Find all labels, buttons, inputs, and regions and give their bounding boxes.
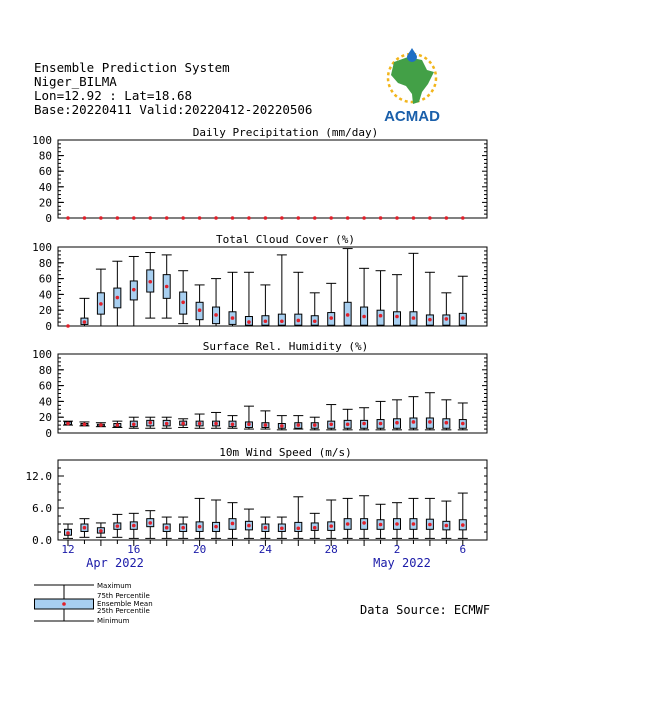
y-tick-label: 0 <box>45 320 52 333</box>
mean-marker <box>428 420 432 424</box>
mean-marker <box>428 318 432 322</box>
mean-marker <box>346 522 350 526</box>
mean-marker <box>412 216 416 220</box>
header-line-1: Ensemble Prediction System <box>34 60 230 75</box>
mean-marker <box>264 319 268 323</box>
mean-marker <box>214 313 218 317</box>
mean-marker <box>379 523 383 527</box>
mean-marker <box>66 422 70 426</box>
mean-marker <box>412 316 416 320</box>
mean-marker <box>395 315 399 319</box>
mean-marker <box>83 526 87 530</box>
panel-frame-wind-speed <box>58 460 487 540</box>
mean-marker <box>247 423 251 427</box>
header-line-4: Base:20220411 Valid:20220412-20220506 <box>34 102 313 117</box>
legend-ensemble-mean: Ensemble Mean <box>97 600 153 608</box>
mean-marker <box>247 320 251 324</box>
mean-marker <box>395 421 399 425</box>
panel-title-wind-speed: 10m Wind Speed (m/s) <box>219 446 352 459</box>
mean-marker <box>247 216 251 220</box>
header-line-2: Niger_BILMA <box>34 74 117 89</box>
mean-marker <box>148 521 152 525</box>
mean-marker <box>264 216 268 220</box>
mean-marker <box>362 422 366 426</box>
mean-marker <box>132 288 136 292</box>
mean-marker <box>231 522 235 526</box>
mean-marker <box>379 422 383 426</box>
mean-marker <box>379 216 383 220</box>
mean-marker <box>198 308 202 312</box>
month-label-may: May 2022 <box>373 556 431 570</box>
mean-marker <box>297 423 301 427</box>
mean-marker <box>297 526 301 530</box>
mean-marker <box>165 216 169 220</box>
mean-marker <box>280 424 284 428</box>
legend-25th-percentile: 25th Percentile <box>97 607 150 615</box>
mean-marker <box>313 216 317 220</box>
mean-marker <box>297 216 301 220</box>
mean-marker <box>198 216 202 220</box>
y-tick-label: 0 <box>45 427 52 440</box>
mean-marker <box>66 324 70 328</box>
y-tick-label: 80 <box>38 149 52 163</box>
mean-marker <box>132 216 136 220</box>
y-tick-label: 100 <box>32 348 52 361</box>
mean-marker <box>329 524 333 528</box>
legend-75th-percentile: 75th Percentile <box>97 592 150 600</box>
mean-marker <box>395 216 399 220</box>
mean-marker <box>329 216 333 220</box>
mean-marker <box>66 531 70 535</box>
mean-marker <box>116 216 120 220</box>
legend-mean-marker <box>62 602 66 606</box>
y-tick-label: 80 <box>38 256 52 270</box>
mean-marker <box>148 280 152 284</box>
mean-marker <box>362 521 366 525</box>
y-tick-label: 60 <box>38 379 52 393</box>
mean-marker <box>329 316 333 320</box>
y-tick-label: 60 <box>38 272 52 286</box>
x-tick-label: 6 <box>459 543 467 556</box>
mean-marker <box>66 216 70 220</box>
x-tick-label: 12 <box>61 543 75 556</box>
x-tick-label: 2 <box>393 543 401 556</box>
mean-marker <box>428 523 432 527</box>
mean-marker <box>428 216 432 220</box>
mean-marker <box>297 319 301 323</box>
legend-graphic <box>34 582 94 624</box>
mean-marker <box>148 421 152 425</box>
mean-marker <box>362 315 366 319</box>
mean-marker <box>461 216 465 220</box>
panel-title-rel-humidity: Surface Rel. Humidity (%) <box>202 340 369 353</box>
mean-marker <box>445 317 449 321</box>
y-tick-label: 20 <box>38 196 52 210</box>
y-tick-label: 60 <box>38 165 52 179</box>
mean-marker <box>280 526 284 530</box>
mean-marker <box>313 319 317 323</box>
mean-marker <box>99 302 103 306</box>
mean-marker <box>445 524 449 528</box>
y-tick-label: 40 <box>38 395 52 409</box>
mean-marker <box>379 314 383 318</box>
y-tick-label: 6.0 <box>32 502 52 515</box>
mean-marker <box>165 285 169 289</box>
mean-marker <box>83 216 87 220</box>
y-tick-label: 40 <box>38 288 52 302</box>
y-tick-label: 0 <box>45 212 52 225</box>
mean-marker <box>231 316 235 320</box>
mean-marker <box>445 216 449 220</box>
month-label-april: Apr 2022 <box>86 556 144 570</box>
mean-marker <box>181 526 185 530</box>
mean-marker <box>362 216 366 220</box>
x-tick-label: 24 <box>258 543 273 556</box>
mean-marker <box>395 522 399 526</box>
mean-marker <box>181 216 185 220</box>
mean-marker <box>165 422 169 426</box>
mean-marker <box>132 423 136 427</box>
mean-marker <box>264 526 268 530</box>
mean-marker <box>214 525 218 529</box>
mean-marker <box>181 422 185 426</box>
mean-marker <box>83 320 87 324</box>
mean-marker <box>280 216 284 220</box>
x-tick-label: 16 <box>127 543 141 556</box>
x-tick-label: 28 <box>324 543 338 556</box>
legend-minimum: Minimum <box>97 617 130 625</box>
mean-marker <box>99 216 103 220</box>
y-tick-label: 100 <box>32 241 52 254</box>
mean-marker <box>264 423 268 427</box>
y-tick-label: 0.0 <box>32 534 52 547</box>
mean-marker <box>99 529 103 533</box>
mean-marker <box>329 423 333 427</box>
panel-frame-precipitation <box>58 140 487 218</box>
mean-marker <box>280 319 284 323</box>
iqr-box <box>394 312 401 325</box>
y-tick-label: 20 <box>38 411 52 425</box>
panel-frame-cloud-cover <box>58 247 487 326</box>
mean-marker <box>99 423 103 427</box>
mean-marker <box>412 522 416 526</box>
mean-marker <box>313 423 317 427</box>
mean-marker <box>231 423 235 427</box>
mean-marker <box>198 525 202 529</box>
mean-marker <box>116 423 120 427</box>
y-tick-label: 80 <box>38 363 52 377</box>
mean-marker <box>83 423 87 427</box>
legend-maximum: Maximum <box>97 582 132 590</box>
y-tick-label: 100 <box>32 134 52 147</box>
mean-marker <box>247 524 251 528</box>
iqr-box <box>377 310 384 325</box>
mean-marker <box>346 216 350 220</box>
logo-text: ACMAD <box>384 108 440 124</box>
mean-marker <box>231 216 235 220</box>
panel-title-cloud-cover: Total Cloud Cover (%) <box>215 233 356 246</box>
mean-marker <box>461 422 465 426</box>
data-source: Data Source: ECMWF <box>360 603 491 617</box>
mean-marker <box>116 296 120 300</box>
mean-marker <box>461 523 465 527</box>
mean-marker <box>346 423 350 427</box>
mean-marker <box>214 422 218 426</box>
header-line-3: Lon=12.92 : Lat=18.68 <box>34 88 193 103</box>
mean-marker <box>461 316 465 320</box>
panel-title-precipitation: Daily Precipitation (mm/day) <box>192 126 379 139</box>
y-tick-label: 20 <box>38 304 52 318</box>
mean-marker <box>346 313 350 317</box>
mean-marker <box>181 301 185 305</box>
x-tick-label: 20 <box>192 543 207 556</box>
mean-marker <box>148 216 152 220</box>
mean-marker <box>412 420 416 424</box>
y-tick-label: 40 <box>38 180 52 194</box>
mean-marker <box>165 526 169 530</box>
mean-marker <box>313 526 317 530</box>
mean-marker <box>116 524 120 528</box>
mean-marker <box>198 422 202 426</box>
y-tick-label: 12.0 <box>25 470 52 483</box>
mean-marker <box>214 216 218 220</box>
mean-marker <box>132 524 136 528</box>
mean-marker <box>445 421 449 425</box>
